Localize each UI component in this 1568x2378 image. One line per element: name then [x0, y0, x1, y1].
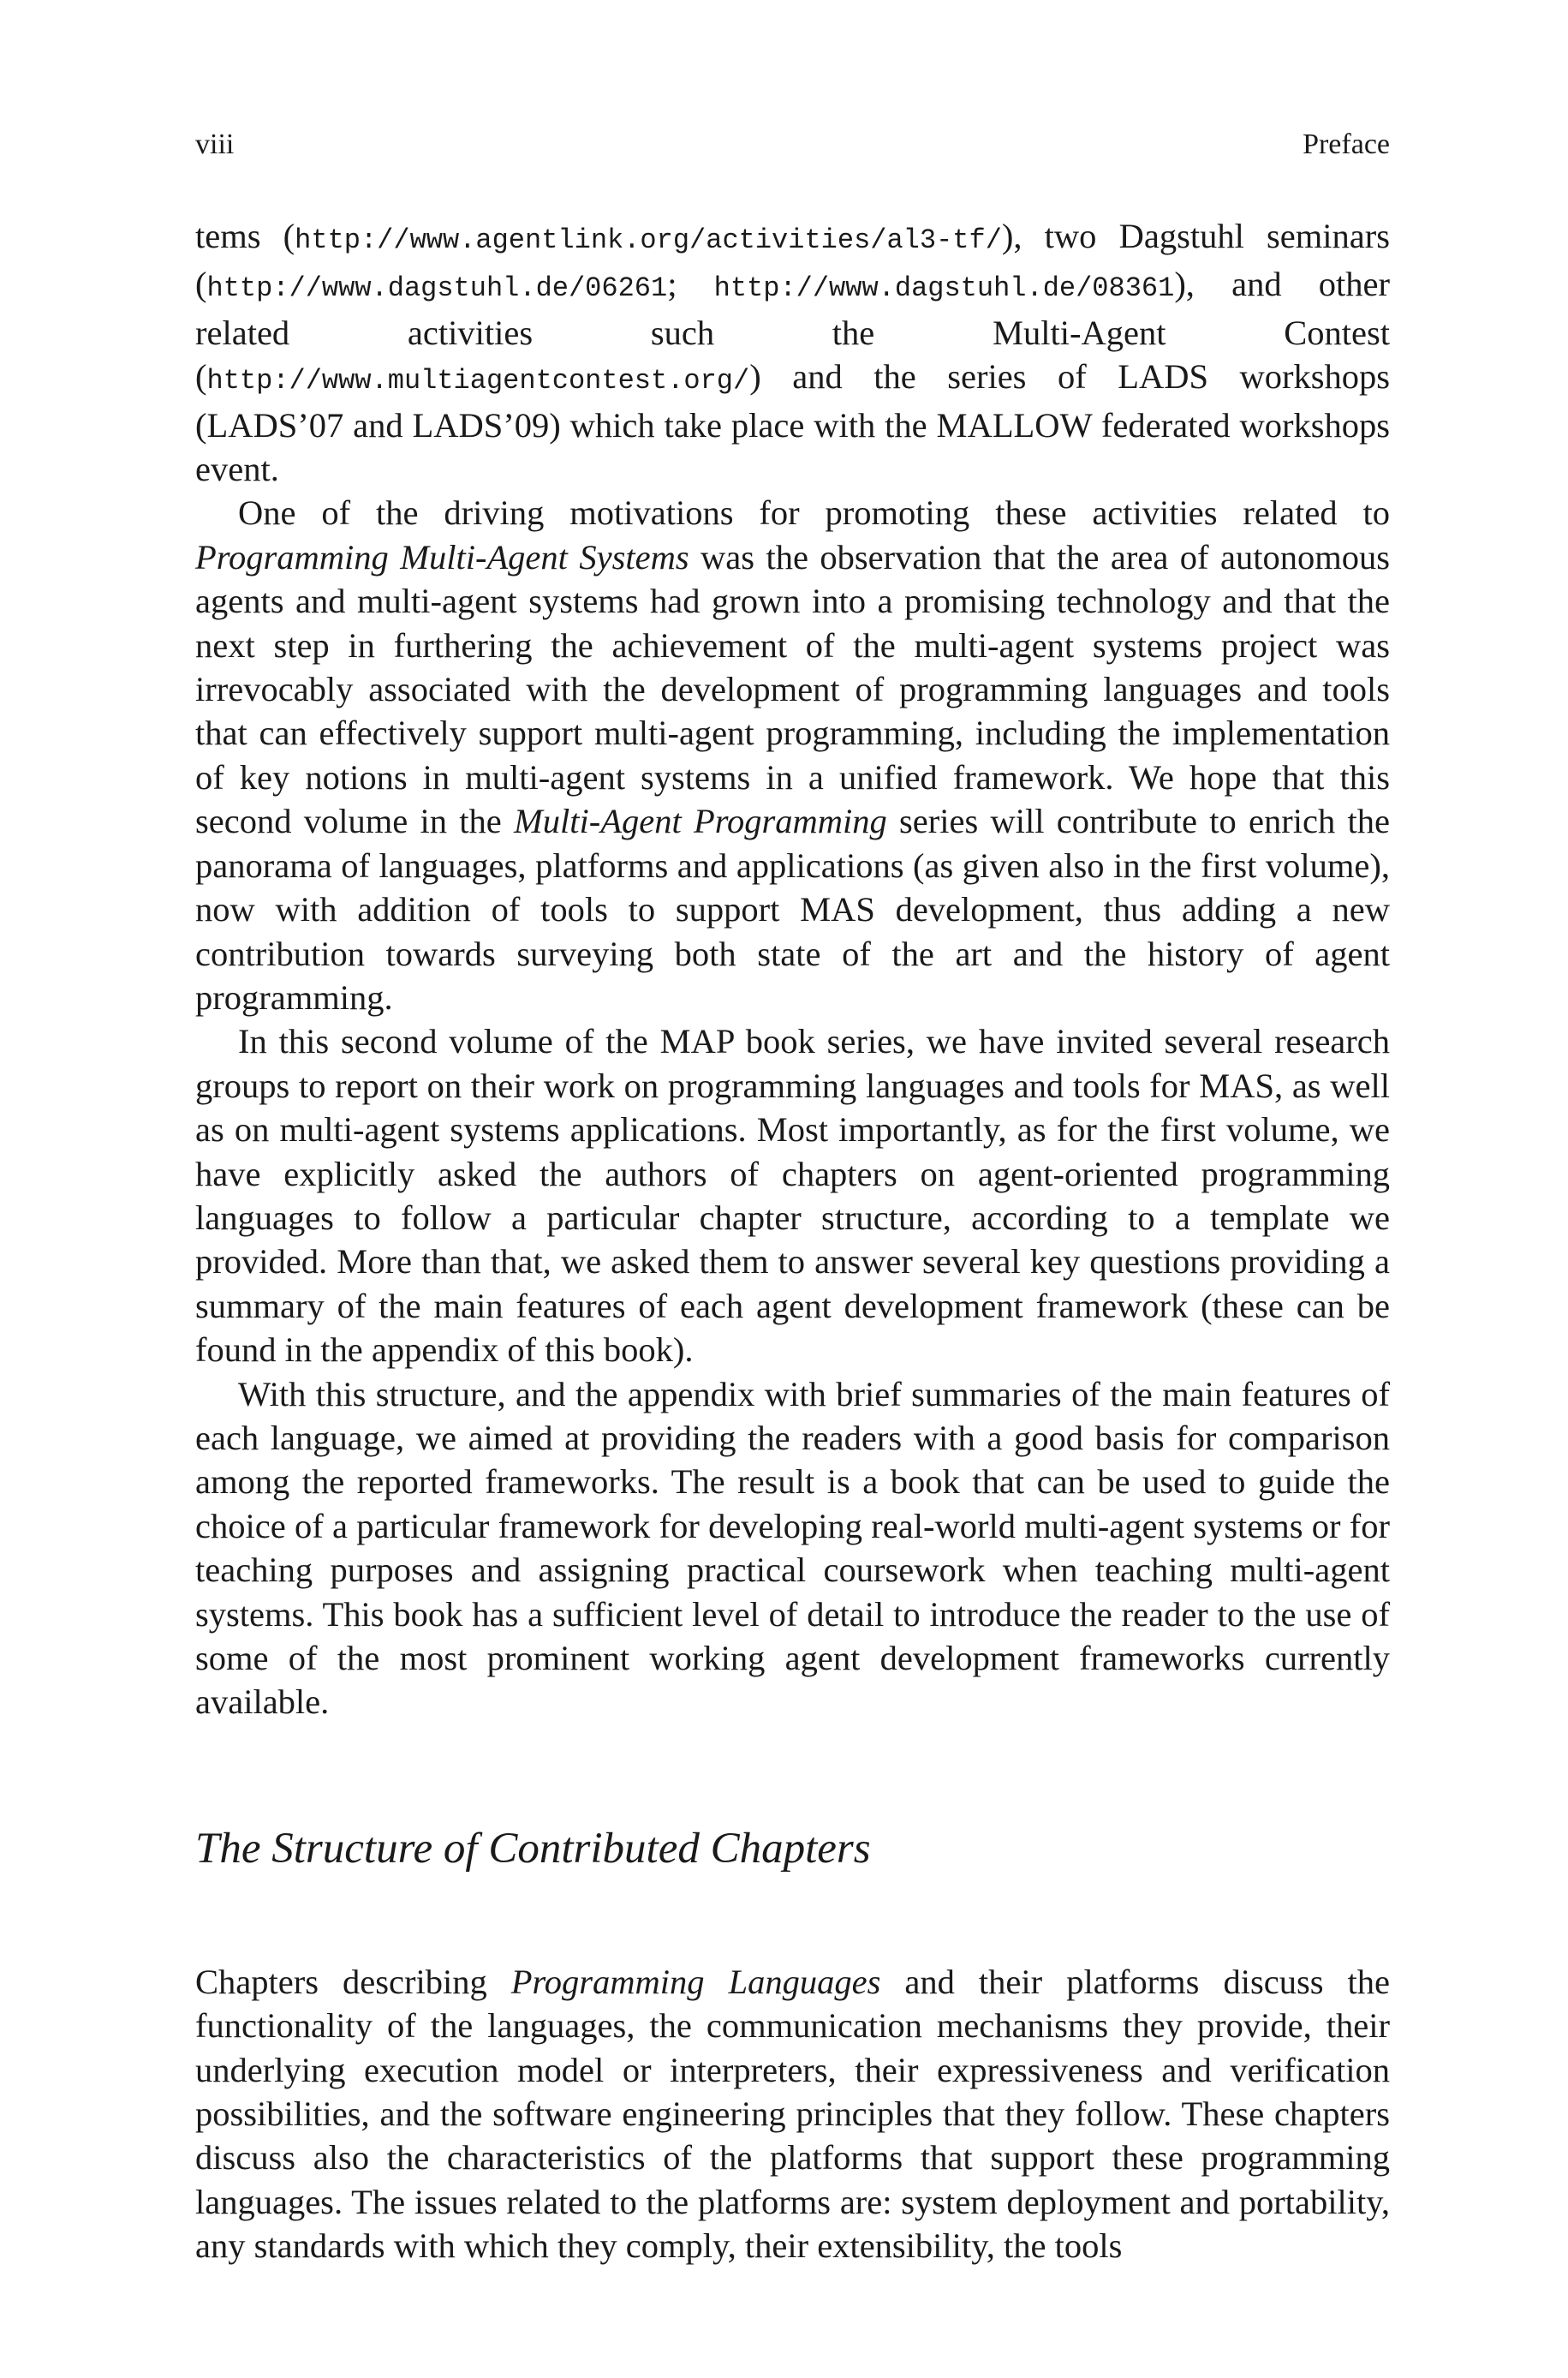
paragraph-continued	[195, 214, 1390, 491]
dagstuhl-url-2[interactable]: http://www.dagstuhl.de/08361	[713, 272, 1175, 305]
text-run: and their platforms discuss the functionality of the languages, the communication mechanisms they provide, their underlying execution model or interpreters, their expressiveness and verification possibilities, and the software engineering principles that they follow. These chapters discuss also the characteristics of the platforms that support these programming languages. The issues related to the platforms are: system deployment and portability, any standards with which they comply, their extensibility, the tools	[195, 1962, 1391, 2266]
dagstuhl-url-1[interactable]: http://www.dagstuhl.de/06261	[206, 272, 668, 305]
paragraph-chapters	[195, 1960, 1390, 2268]
text-run: tems (	[195, 217, 295, 255]
paragraph-second-volume: In this second volume of the MAP book series, we have invited several research groups to report on their work on programming languages and tools for MAS, as well as on multi-agent systems applications. Most importantly, as for the first volume, we have explicitly asked the authors of chapters on agent-oriented programming languages to follow a particular chapter structure, according to a template we provided. More than that, we asked them to answer several key questions providing a summary of the main features of each agent development framework (these can be found in the appendix of this book).	[195, 1022, 1390, 1370]
text-run: One of the driving motivations for promoting these activities related to	[238, 493, 1390, 533]
paragraph-motivations	[195, 491, 1390, 1019]
section-heading: The Structure of Contributed Chapters	[195, 1824, 871, 1873]
text-run: series will contribute to enrich the panorama of languages, platforms and applications (as given also in the first volume), now with addition of tools to support MAS development, thus adding a new contribution towards surveying both state of the art and the history of agent programming.	[195, 802, 1390, 1017]
text-run: was the observation that the area of autonomous agents and multi-agent systems had grown into a promising technology and that the next step in furthering the achievement of the multi-agent systems project was irrevocably associated with the development of programming languages and tools that can effectively support multi-agent programming, including the implementation of key notions in multi-agent systems in a unified framework. We hope that this second volume in the	[195, 537, 1390, 841]
text-run: ), and other related activities such the Multi-Agent Contest (	[195, 265, 1390, 397]
text-run: ) and the series of LADS workshops (LADS’07 and LADS’09) which take place with the MALLOW federated workshops event.	[195, 357, 1390, 489]
emphasis-text: Programming Multi-Agent Systems	[195, 537, 689, 577]
text-run: Chapters describing	[195, 1962, 511, 2001]
running-header	[195, 128, 1390, 180]
document-page	[195, 128, 1390, 2268]
page-number: viii	[195, 128, 235, 160]
preface-body	[195, 214, 1390, 1724]
section-body	[195, 1960, 1390, 2268]
running-title: Preface	[1303, 128, 1390, 160]
text-run: ), two Dagstuhl seminars (	[195, 217, 1390, 304]
multiagent-contest-url[interactable]: http://www.multiagentcontest.org/	[206, 365, 750, 397]
paragraph-structure: With this structure, and the appendix with brief summaries of the main features of each language, we aimed at providing the readers with a good basis for comparison among the reported frameworks. The result is a book that can be used to guide the choice of a particular framework for developing real-world multi-agent systems or for teaching purposes and assigning practical coursework when teaching multi-agent systems. This book has a sufficient level of detail to introduce the reader to the use of some of the most prominent working agent development frameworks currently available.	[195, 1374, 1390, 1722]
emphasis-text: Programming Languages	[510, 1962, 881, 2001]
text-run: ;	[667, 265, 714, 304]
emphasis-text: Multi-Agent Programming	[514, 802, 887, 841]
agentlink-url[interactable]: http://www.agentlink.org/activities/al3-tf/	[295, 224, 1002, 256]
